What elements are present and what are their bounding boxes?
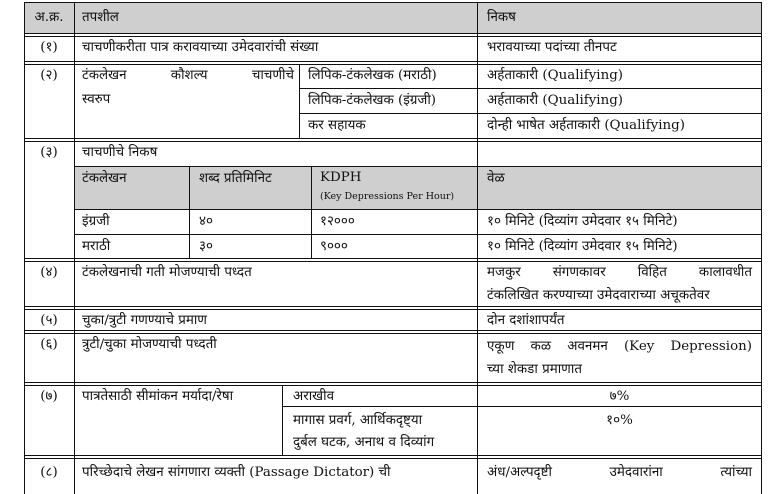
inner-row1-wpm: ४० <box>199 214 213 229</box>
row2-details-line1: टंकलेखन कौशल्य चाचणीचे <box>82 68 294 83</box>
rule-top <box>24 2 762 3</box>
row7-sub2-label-line1: मागास प्रवर्ग, आर्थिकदृष्ट्या <box>293 413 423 428</box>
rule-header-double <box>24 36 762 37</box>
rule-row2-double <box>24 141 762 142</box>
rule-right <box>761 2 762 494</box>
header-details: तपशील <box>82 10 119 25</box>
rule-row2 <box>24 138 762 139</box>
inner-row1-typing: इंग्रजी <box>82 214 110 229</box>
inner-row2-time: १० मिनिटे (दिव्यांग उमेदवार १५ मिनिटे) <box>487 239 678 254</box>
row2-sub3-label: कर सहायक <box>308 118 366 133</box>
row8-sr: (८) <box>40 465 58 480</box>
rule-row5-double <box>24 333 762 334</box>
rule-row7-double <box>24 458 762 459</box>
rule-row7-sub1 <box>282 406 762 407</box>
row6-criteria-line1: एकूण कळ अवनमन (Key Depression) <box>487 339 752 354</box>
row1-sr: (१) <box>40 40 58 55</box>
inner-row2-wpm: ३० <box>199 239 213 254</box>
inner-header-kdph-sub: (Key Depressions Per Hour) <box>320 191 455 202</box>
rule-sr <box>74 2 75 494</box>
rule-row4 <box>24 306 762 307</box>
inner-header-wpm: शब्द प्रतिमिनिट <box>199 171 272 186</box>
rule-inner-col1 <box>189 166 190 258</box>
inner-row2-typing: मराठी <box>82 239 111 254</box>
rule-header <box>24 33 762 34</box>
row7-details: पात्रतेसाठी सीमांकन मर्यादा/रेषा <box>82 389 234 404</box>
row6-details: त्रुटी/चुका मोजण्याची पध्दती <box>82 337 217 352</box>
row4-details: टंकलेखनाची गती मोजण्याची पध्दत <box>82 265 252 280</box>
row7-sub2-label-line2: दुर्बल घटक, अनाथ व दिव्यांग <box>293 435 435 450</box>
row4-sr: (४) <box>40 265 58 280</box>
row2-details-line2: स्वरुप <box>82 92 111 107</box>
row7-sub2-criteria: १०% <box>606 413 633 428</box>
row2-sub3-criteria: दोन्ही भाषेत अर्हताकारी (Qualifying) <box>487 118 685 133</box>
rule-row6 <box>24 382 762 383</box>
row5-criteria: दोन दशांशापर्यंत <box>487 313 565 328</box>
inner-header-kdph: KDPH <box>320 170 362 185</box>
row2-sub2-criteria: अर्हताकारी (Qualifying) <box>487 93 623 108</box>
row2-sub1-criteria: अर्हताकारी (Qualifying) <box>487 68 623 83</box>
rule-row7-split <box>282 385 283 455</box>
inner-row1-kdph: १२००० <box>320 214 355 229</box>
inner-row2-kdph: ९००० <box>320 239 348 254</box>
row3-sr: (३) <box>40 145 58 160</box>
rule-row4-double <box>24 309 762 310</box>
rule-row2-split <box>299 64 300 138</box>
row6-sr: (६) <box>40 337 58 352</box>
rule-criteria-bottom <box>477 166 478 494</box>
rule-row1-double <box>24 64 762 65</box>
row4-criteria-line2: टंकलिखित करण्याच्या उमेदवाराच्या अचूकतेवर <box>487 288 710 303</box>
row2-sub2-label: लिपिक-टंकलेखक (इंग्रजी) <box>308 93 437 108</box>
header-criteria: निकष <box>487 10 516 25</box>
row7-sr: (७) <box>40 389 58 404</box>
rule-row3-double <box>24 261 762 262</box>
rule-left <box>24 2 25 494</box>
row5-details: चुका/त्रुटी गणण्याचे प्रमाण <box>82 313 207 328</box>
row2-sr: (२) <box>40 68 58 83</box>
rule-inner-header <box>74 209 762 210</box>
rule-row5 <box>24 330 762 331</box>
rule-criteria-top <box>477 2 478 166</box>
rule-row2-sub2 <box>299 113 762 114</box>
row7-sub1-label: अराखीव <box>293 389 335 404</box>
rule-row2-sub1 <box>299 88 762 89</box>
criteria-table <box>24 2 762 494</box>
rule-inner-col2 <box>311 166 312 258</box>
row4-criteria-line1: मजकुर संगणकावर विहित कालावधीत <box>487 265 752 280</box>
rule-row1 <box>24 61 762 62</box>
rule-inner-row1 <box>74 234 762 235</box>
row5-sr: (५) <box>40 313 58 328</box>
row1-details: चाचणीकरीता पात्र करावयाच्या उमेदवारांची संख्या <box>82 40 319 55</box>
row6-criteria-line2: च्या शेकडा प्रमाणात <box>487 362 582 377</box>
rule-row7 <box>24 455 762 456</box>
row8-criteria: अंध/अल्पदृष्टी उमेदवारांना त्यांच्या <box>487 465 752 480</box>
inner-header-time: वेळ <box>487 171 505 186</box>
rule-inner-top <box>74 166 762 167</box>
rule-row6-double <box>24 385 762 386</box>
row8-details: परिच्छेदाचे लेखन सांगणारा व्यक्ती (Passage Dictator) ची <box>82 465 391 480</box>
header-sr: अ.क्र. <box>34 10 64 25</box>
row2-sub1-label: लिपिक-टंकलेखक (मराठी) <box>308 68 437 83</box>
rule-row3 <box>24 258 762 259</box>
row1-criteria: भरावयाच्या पदांच्या तीनपट <box>487 40 617 55</box>
row7-sub1-criteria: ७% <box>609 389 630 404</box>
row3-title: चाचणीचे निकष <box>82 145 158 160</box>
inner-row1-time: १० मिनिटे (दिव्यांग उमेदवार १५ मिनिटे) <box>487 214 678 229</box>
inner-header-typing: टंकलेखन <box>82 171 127 186</box>
